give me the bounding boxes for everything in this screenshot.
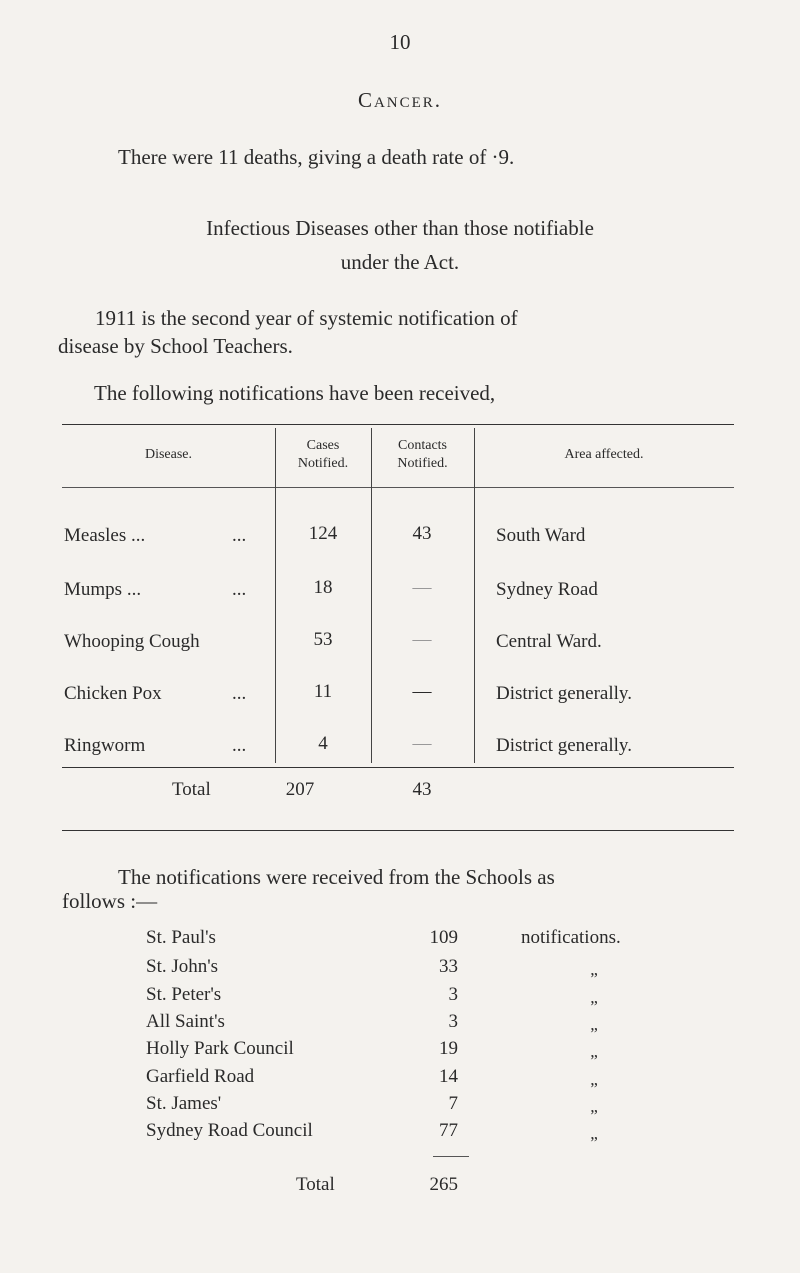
row-contacts: —	[412, 681, 432, 702]
row-contacts: 43	[412, 523, 432, 544]
section-heading: Cancer.	[357, 88, 443, 112]
school-unit: „	[590, 1124, 598, 1143]
intro-line-1: 1911 is the second year of systemic notification of	[95, 306, 518, 330]
subheading-line-2: under the Act.	[340, 250, 460, 274]
school-unit: notifications.	[521, 927, 621, 948]
header-contacts-line-1: Contacts	[398, 438, 447, 453]
column-divider	[275, 428, 276, 763]
row-dots: ...	[232, 735, 247, 756]
header-disease: Disease.	[144, 447, 193, 462]
table-top-rule	[62, 424, 734, 425]
table-total-bottom-rule	[62, 830, 734, 831]
row-area: Sydney Road	[496, 579, 598, 600]
table-body-bottom-rule	[62, 767, 734, 768]
row-contacts: —	[412, 733, 432, 754]
school-name: St. John's	[146, 956, 219, 977]
row-cases: 124	[308, 523, 338, 544]
column-divider	[474, 428, 475, 763]
total-label: Total	[172, 779, 211, 800]
row-contacts: —	[412, 577, 432, 598]
row-cases: 18	[313, 577, 333, 598]
school-name: St. Paul's	[146, 927, 216, 948]
schools-intro-line-1: The notifications were received from the Schools as	[118, 865, 555, 889]
row-disease: Mumps ...	[64, 579, 142, 600]
school-name: Holly Park Council	[146, 1038, 294, 1059]
row-dots: ...	[232, 683, 247, 704]
row-cases: 53	[313, 629, 333, 650]
row-disease: Ringworm	[64, 735, 146, 756]
header-bottom-rule	[62, 487, 734, 488]
column-divider	[371, 428, 372, 763]
cancer-paragraph: There were 11 deaths, giving a death rate of ·9.	[118, 145, 515, 169]
school-name: St. James'	[146, 1093, 222, 1114]
row-disease: Measles ...	[64, 525, 146, 546]
row-area: District generally.	[496, 735, 632, 756]
subheading-line-1: Infectious Diseases other than those notifiable	[206, 216, 594, 240]
schools-intro-line-2: follows :—	[62, 889, 158, 913]
school-count: 14	[439, 1066, 458, 1087]
total-contacts: 43	[412, 779, 432, 800]
school-name: Sydney Road Council	[146, 1120, 313, 1141]
school-count: 3	[448, 1011, 458, 1032]
school-count: 3	[448, 984, 458, 1005]
schools-total-label: Total	[296, 1174, 335, 1195]
page-number: 10	[389, 30, 411, 54]
school-unit: „	[590, 1070, 598, 1089]
total-cases: 207	[285, 779, 315, 800]
row-disease: Chicken Pox	[64, 683, 162, 704]
schools-total-rule	[433, 1156, 469, 1157]
header-cases-line-2: Notified.	[297, 456, 349, 471]
row-disease: Whooping Cough	[64, 631, 200, 652]
school-count: 33	[439, 956, 458, 977]
school-unit: „	[590, 1097, 598, 1116]
school-count: 7	[448, 1093, 458, 1114]
school-count: 109	[429, 927, 458, 948]
schools-total: 265	[429, 1174, 458, 1195]
header-contacts-line-2: Notified.	[397, 456, 448, 471]
header-area: Area affected.	[564, 447, 644, 462]
school-unit: „	[590, 1042, 598, 1061]
row-contacts: —	[412, 629, 432, 650]
school-count: 77	[439, 1120, 458, 1141]
school-unit: „	[590, 960, 598, 979]
header-cases-line-1: Cases	[306, 438, 340, 453]
row-area: District generally.	[496, 683, 632, 704]
row-dots: ...	[232, 579, 247, 600]
row-dots: ...	[232, 525, 247, 546]
school-unit: „	[590, 1015, 598, 1034]
row-cases: 11	[313, 681, 333, 702]
row-cases: 4	[318, 733, 328, 754]
school-name: All Saint's	[146, 1011, 225, 1032]
school-name: St. Peter's	[146, 984, 222, 1005]
school-count: 19	[439, 1038, 458, 1059]
intro-line-2: disease by School Teachers.	[58, 334, 293, 358]
school-unit: „	[590, 988, 598, 1007]
school-name: Garfield Road	[146, 1066, 255, 1087]
row-area: Central Ward.	[496, 631, 602, 652]
following-text: The following notifications have been received,	[94, 381, 496, 405]
row-area: South Ward	[496, 525, 586, 546]
